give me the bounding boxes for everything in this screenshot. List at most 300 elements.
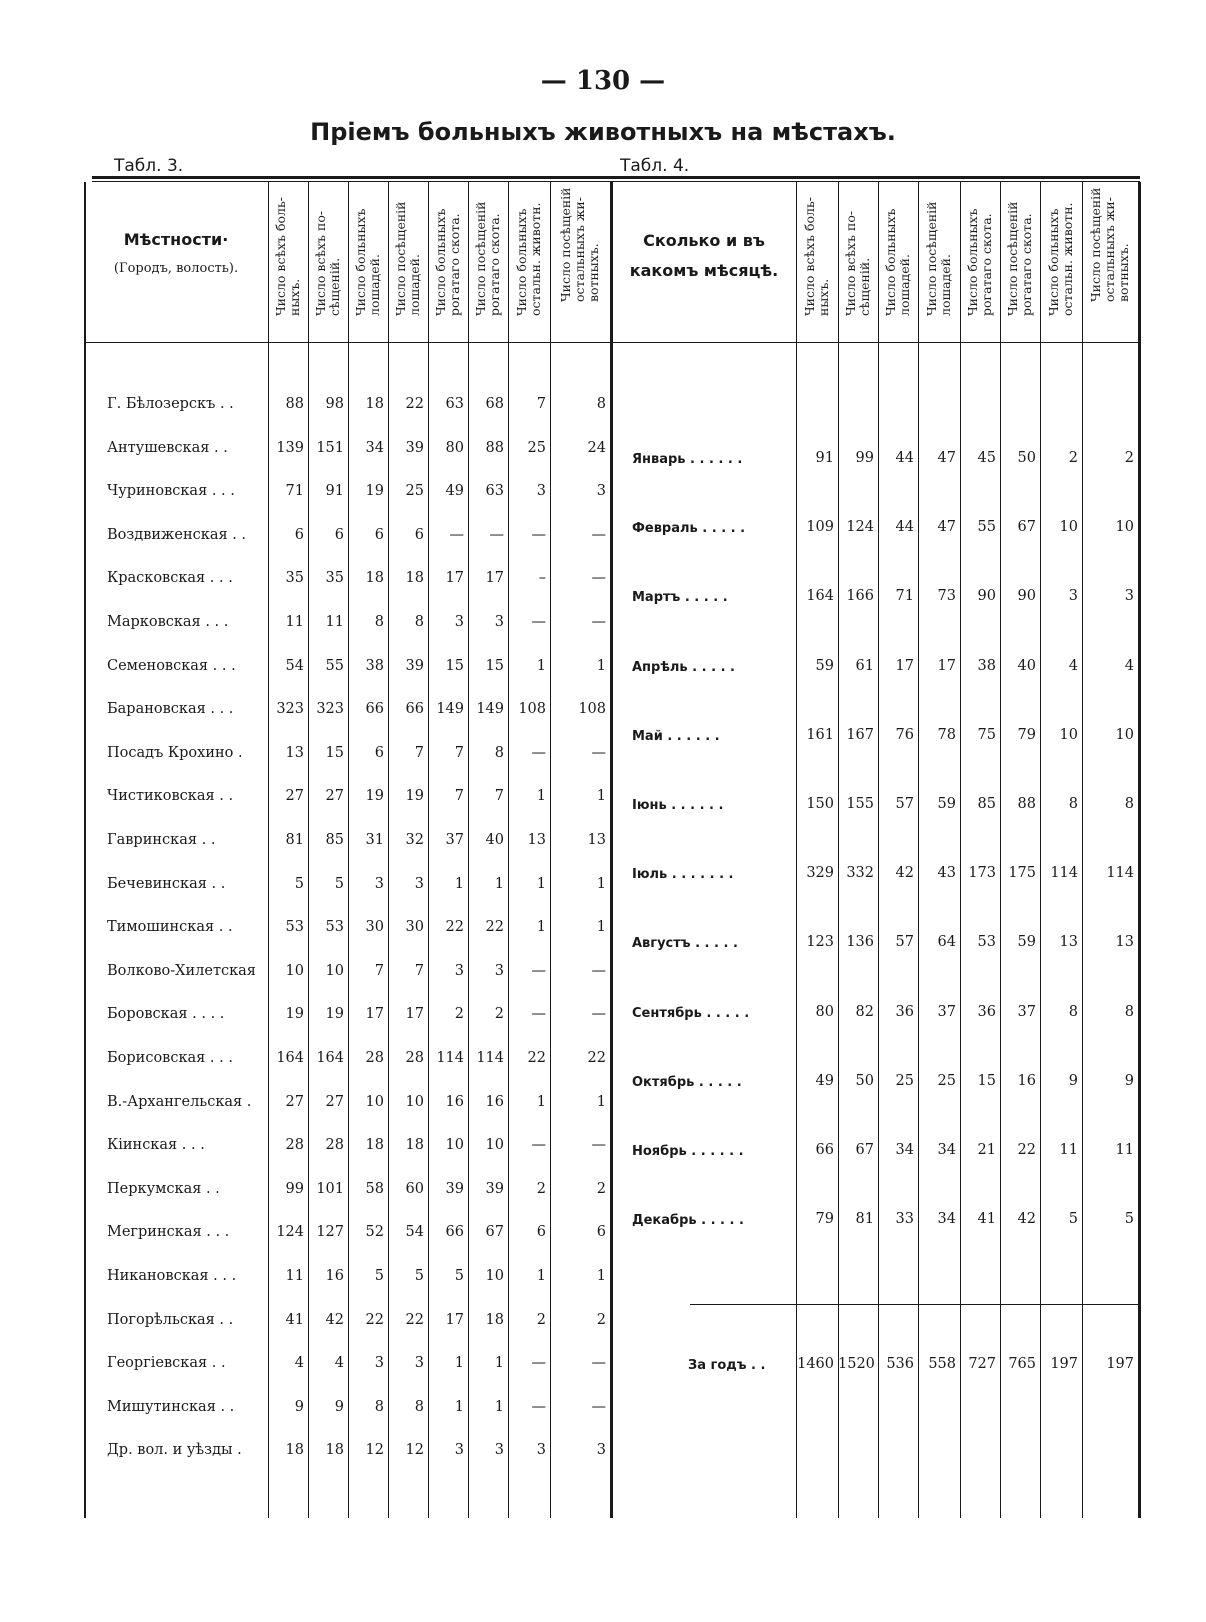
table-cell: 88: [485, 439, 504, 456]
table-cell: 9: [294, 1398, 304, 1415]
table-cell: 57: [895, 934, 914, 951]
table-row: [612, 588, 1142, 618]
table-cell: 54: [405, 1224, 424, 1241]
table-cell: 124: [276, 1224, 304, 1241]
table-cell: 19: [325, 1006, 344, 1023]
table-cell: 88: [1017, 796, 1036, 812]
table-cell: 10: [325, 962, 344, 979]
table-cell: 37: [937, 1003, 956, 1020]
table-cell: —: [591, 1398, 606, 1415]
table-cell: 54: [285, 657, 304, 674]
table-cell: 1: [596, 919, 606, 936]
month-name: Сентябрь . . . . .: [632, 1005, 750, 1021]
table-row: [0, 527, 610, 557]
table-cell: 53: [285, 919, 304, 936]
table-cell: 9: [1124, 1072, 1134, 1089]
table-cell: 57: [895, 796, 914, 812]
table-cell: 1: [536, 1093, 546, 1110]
table4-column-header: [1000, 184, 1040, 344]
table-row: [0, 1006, 610, 1036]
table-cell: 15: [445, 657, 464, 674]
table-cell: 3: [1124, 588, 1134, 605]
total-cell: 1520: [838, 1356, 875, 1372]
table-row: [0, 658, 610, 688]
table-cell: 166: [846, 588, 874, 605]
table-cell: 1: [536, 788, 546, 805]
table-cell: 1: [596, 788, 606, 805]
table-cell: 55: [977, 519, 996, 536]
table4-column-header: [960, 184, 1000, 344]
table-cell: 17: [445, 570, 464, 587]
table-cell: 3: [454, 1442, 464, 1459]
table-cell: 10: [485, 1137, 504, 1154]
table-row: [612, 1142, 1142, 1172]
table-cell: 33: [895, 1211, 914, 1228]
table-cell: —: [531, 744, 546, 761]
table-cell: 28: [405, 1050, 424, 1066]
table-row: [0, 483, 610, 513]
table-cell: 34: [895, 1142, 914, 1158]
table-cell: 3: [536, 1442, 546, 1459]
table-cell: 18: [405, 570, 424, 587]
table-cell: 1: [494, 1355, 504, 1372]
table-cell: 164: [316, 1050, 344, 1066]
table-cell: 8: [374, 614, 384, 630]
month-name: Февраль . . . . .: [632, 521, 746, 537]
locality-name: Воздвиженская . .: [107, 526, 247, 543]
table-cell: 109: [806, 519, 834, 536]
table3-column-header: [348, 184, 388, 344]
table-cell: —: [591, 570, 606, 587]
table-cell: 85: [977, 796, 996, 812]
table-cell: 30: [365, 919, 384, 936]
table-cell: 3: [536, 483, 546, 500]
table-cell: 22: [445, 919, 464, 936]
table-cell: 1: [454, 875, 464, 892]
table-cell: 45: [977, 450, 996, 466]
table-cell: 27: [285, 1093, 304, 1110]
locality-name: Георгіевская . .: [107, 1355, 226, 1372]
table-cell: 9: [334, 1398, 344, 1415]
table-cell: 149: [436, 701, 464, 718]
table-cell: 3: [596, 483, 606, 500]
table-cell: —: [591, 614, 606, 630]
table-cell: —: [531, 526, 546, 543]
table-row: [0, 1312, 610, 1342]
locality-name: Семеновская . . .: [107, 657, 236, 674]
table-cell: 6: [294, 526, 304, 543]
table-cell: 7: [494, 788, 504, 805]
table-cell: 8: [414, 614, 424, 630]
table-cell: 98: [325, 396, 344, 412]
table4-header-name: Сколько и въ какомъ мѣсяцѣ.: [629, 231, 779, 280]
table-cell: 66: [815, 1142, 834, 1158]
table-cell: 25: [937, 1072, 956, 1089]
table-cell: 66: [405, 701, 424, 718]
column-header-text: Число посѣщеній рогатаго скота.: [1005, 201, 1034, 316]
locality-name: Волково-Хилетская: [107, 962, 256, 979]
table-cell: 71: [895, 588, 914, 605]
table-cell: 7: [536, 396, 546, 412]
table-row: [612, 1004, 1142, 1034]
table-cell: 8: [414, 1398, 424, 1415]
column-header-text: Число больныхъ остальн. животн.: [514, 202, 543, 316]
table-cell: 22: [587, 1050, 606, 1066]
table3-label: Табл. 3.: [114, 156, 184, 176]
table-cell: —: [591, 526, 606, 543]
table-cell: 8: [596, 396, 606, 412]
table-cell: 71: [285, 483, 304, 500]
table-cell: 3: [494, 1442, 504, 1459]
table-cell: 16: [445, 1093, 464, 1110]
table-cell: 40: [485, 832, 504, 848]
month-name: Январь . . . . . .: [632, 452, 743, 467]
table-row: [0, 919, 610, 949]
table-cell: 149: [476, 701, 504, 718]
table-cell: 30: [405, 919, 424, 936]
column-header-text: Число больныхъ остальн. животн.: [1046, 202, 1075, 316]
table-cell: 13: [1059, 934, 1078, 951]
table-cell: 79: [1017, 726, 1036, 743]
table-cell: 11: [285, 614, 304, 630]
table-cell: 4: [1068, 657, 1078, 674]
locality-name: Никановская . . .: [107, 1268, 237, 1284]
table-cell: 25: [895, 1072, 914, 1089]
locality-name: Перкумская . .: [107, 1180, 220, 1197]
locality-name: Г. Бѣлозерскъ . .: [107, 396, 234, 412]
total-cell: 765: [1008, 1356, 1036, 1372]
table-cell: 67: [1017, 519, 1036, 536]
table4-label: Табл. 4.: [620, 156, 690, 176]
table3-column-header: [508, 184, 550, 344]
table4-right-border: [1138, 182, 1141, 1518]
table-cell: 6: [374, 526, 384, 543]
table-cell: 15: [325, 744, 344, 761]
table-cell: 17: [485, 570, 504, 587]
table-cell: 2: [1068, 450, 1078, 466]
table-cell: 332: [846, 865, 874, 882]
total-cell: 536: [886, 1356, 914, 1372]
table-cell: 10: [1115, 519, 1134, 536]
table-cell: 75: [977, 726, 996, 743]
table-cell: 164: [276, 1050, 304, 1066]
column-header-text: Число больныхъ лошадей.: [353, 208, 382, 316]
table-cell: 63: [445, 396, 464, 412]
table-cell: 11: [285, 1268, 304, 1284]
table-cell: —: [531, 1398, 546, 1415]
table-cell: 2: [536, 1180, 546, 1197]
table-cell: —: [591, 1137, 606, 1154]
table-cell: 19: [405, 788, 424, 805]
table4-column-header: [1040, 184, 1082, 344]
column-header-text: Число всѣхъ по- сѣщеній.: [313, 210, 342, 316]
table4-column-header: [1082, 184, 1138, 344]
table-cell: 42: [1017, 1211, 1036, 1228]
table-cell: 7: [374, 962, 384, 979]
table-cell: 42: [895, 865, 914, 882]
locality-name: Кіинская . . .: [107, 1137, 205, 1154]
table-cell: 18: [365, 570, 384, 587]
table-cell: 8: [374, 1398, 384, 1415]
table4-column-rule: [960, 182, 961, 1518]
month-name: Ноябрь . . . . . .: [632, 1144, 744, 1159]
locality-name: Мегринская . . .: [107, 1224, 230, 1241]
table3-column-header: [308, 184, 348, 344]
table-cell: 6: [374, 744, 384, 761]
table4-column-rule: [878, 182, 879, 1518]
table-row: [0, 440, 610, 470]
table-cell: 2: [596, 1180, 606, 1197]
table-cell: 101: [316, 1180, 344, 1197]
table-cell: 3: [454, 614, 464, 630]
table-cell: 43: [937, 865, 956, 882]
table4-column-header: [838, 184, 878, 344]
table-cell: 329: [806, 865, 834, 882]
table-cell: 13: [527, 832, 546, 848]
table3-column-header: [468, 184, 508, 344]
table-cell: 37: [445, 832, 464, 848]
table-cell: 161: [806, 726, 834, 743]
column-header-text: Число больныхъ рогатаго скота.: [965, 208, 994, 316]
table-cell: 1: [494, 875, 504, 892]
table-cell: 1: [494, 1398, 504, 1415]
table-cell: 18: [325, 1442, 344, 1459]
table4-column-rule: [1000, 182, 1001, 1518]
table-cell: 59: [937, 796, 956, 812]
table-cell: 16: [485, 1093, 504, 1110]
table-cell: 10: [1115, 726, 1134, 743]
table-cell: 114: [1050, 865, 1078, 882]
table-cell: 16: [1017, 1072, 1036, 1089]
table-cell: 15: [977, 1072, 996, 1089]
table-cell: 35: [285, 570, 304, 587]
table-cell: 19: [285, 1006, 304, 1023]
table-cell: 52: [365, 1224, 384, 1241]
table-cell: 2: [536, 1311, 546, 1328]
table-cell: 67: [485, 1224, 504, 1241]
table-cell: 99: [285, 1180, 304, 1197]
table-cell: 80: [445, 439, 464, 456]
table-cell: —: [489, 526, 504, 543]
table-cell: 49: [815, 1072, 834, 1089]
locality-name: Бечевинская . .: [107, 875, 226, 892]
table-cell: 63: [485, 483, 504, 500]
table-cell: 5: [294, 875, 304, 892]
column-header-text: Число посѣщеній лошадей.: [924, 201, 953, 316]
table-cell: 2: [596, 1311, 606, 1328]
table-cell: 99: [855, 450, 874, 466]
table-cell: 3: [374, 1355, 384, 1372]
table-cell: 13: [285, 744, 304, 761]
table-cell: 1: [536, 875, 546, 892]
table-cell: 35: [325, 570, 344, 587]
top-rule: [92, 176, 1140, 179]
table-cell: 47: [937, 519, 956, 536]
table-cell: 22: [365, 1311, 384, 1328]
table-cell: 58: [365, 1180, 384, 1197]
total-cell: 558: [928, 1356, 956, 1372]
table-cell: 114: [1106, 865, 1134, 882]
total-cell: 727: [968, 1356, 996, 1372]
table-cell: 19: [365, 483, 384, 500]
table-cell: 11: [1059, 1142, 1078, 1158]
table-cell: 76: [895, 726, 914, 743]
table-cell: 24: [587, 439, 606, 456]
table-cell: 27: [325, 788, 344, 805]
table-cell: 40: [1017, 657, 1036, 674]
table-cell: 1: [536, 919, 546, 936]
table-cell: 136: [846, 934, 874, 951]
table3-header-name: Мѣстности·: [123, 230, 229, 249]
table-cell: 175: [1008, 865, 1036, 882]
table-cell: 17: [445, 1311, 464, 1328]
table-row: [0, 963, 610, 993]
table-cell: 7: [454, 744, 464, 761]
table-cell: 21: [977, 1142, 996, 1158]
table-cell: 91: [325, 483, 344, 500]
total-cell: 197: [1106, 1356, 1134, 1372]
table-cell: 11: [1115, 1142, 1134, 1158]
total-cell: 197: [1050, 1356, 1078, 1372]
table-cell: 9: [1068, 1072, 1078, 1089]
table-cell: 44: [895, 450, 914, 466]
table-cell: 5: [414, 1268, 424, 1284]
table4-total-rule: [690, 1304, 1138, 1305]
table-row: [0, 570, 610, 600]
table-cell: 73: [937, 588, 956, 605]
table-cell: 27: [325, 1093, 344, 1110]
table4-column-rule: [1040, 182, 1041, 1518]
table-cell: 10: [1059, 519, 1078, 536]
top-rule-thin: [92, 181, 1140, 182]
table-cell: 10: [1059, 726, 1078, 743]
table-cell: 139: [276, 439, 304, 456]
table-row: [612, 1073, 1142, 1103]
table-cell: 31: [365, 832, 384, 848]
table-cell: 17: [365, 1006, 384, 1023]
table-cell: 60: [405, 1180, 424, 1197]
locality-name: Красковская . . .: [107, 570, 233, 587]
page-title: Пріемъ больныхъ животныхъ на мѣстахъ.: [310, 118, 896, 146]
table-row: [0, 1181, 610, 1211]
table-cell: 19: [365, 788, 384, 805]
table-cell: 18: [365, 1137, 384, 1154]
table-cell: 3: [414, 1355, 424, 1372]
table3-column-header: [268, 184, 308, 344]
table-cell: 80: [815, 1003, 834, 1020]
table-cell: 4: [1124, 657, 1134, 674]
table-cell: —: [591, 962, 606, 979]
table-cell: 36: [895, 1003, 914, 1020]
table-cell: 5: [454, 1268, 464, 1284]
table-cell: 150: [806, 796, 834, 812]
table-cell: 7: [414, 962, 424, 979]
table-divider: [610, 182, 613, 1518]
table-row: [0, 1355, 610, 1385]
table-cell: 61: [855, 657, 874, 674]
page-number: — 130 —: [540, 66, 666, 96]
table4-column-header: [796, 184, 838, 344]
table-cell: 1: [596, 875, 606, 892]
table-cell: 66: [445, 1224, 464, 1241]
table-cell: 16: [325, 1268, 344, 1284]
table-cell: 81: [855, 1211, 874, 1228]
table-cell: 28: [285, 1137, 304, 1154]
column-header-text: Число посѣщеній рогатаго скота.: [473, 201, 502, 316]
table4-column-rule: [838, 182, 839, 1518]
table-row: [0, 745, 610, 775]
table-cell: 91: [815, 450, 834, 466]
column-header-text: Число посѣщеній остальныхъ жи- вотныхъ.: [1088, 187, 1131, 302]
table3-column-header: [388, 184, 428, 344]
table-cell: 25: [405, 483, 424, 500]
table-cell: 78: [937, 726, 956, 743]
table-row: [0, 1050, 610, 1080]
table-cell: 22: [485, 919, 504, 936]
total-row: [612, 1356, 1142, 1386]
table-cell: 13: [1115, 934, 1134, 951]
table-cell: 36: [977, 1003, 996, 1020]
table3-column-header: [550, 184, 610, 344]
table-cell: 47: [937, 450, 956, 466]
table-cell: 2: [454, 1006, 464, 1023]
table-cell: 155: [846, 796, 874, 812]
table-cell: 41: [977, 1211, 996, 1228]
table-cell: —: [591, 1355, 606, 1372]
table-row: [612, 450, 1142, 480]
month-name: Май . . . . . .: [632, 728, 720, 744]
month-name: Мартъ . . . . .: [632, 590, 728, 606]
table-row: [612, 865, 1142, 895]
locality-name: Погорѣльская . .: [107, 1311, 234, 1328]
table-cell: 114: [476, 1050, 504, 1066]
locality-name: Мишутинская . .: [107, 1398, 235, 1415]
table-row: [0, 832, 610, 862]
column-header-text: Число посѣщеній лошадей.: [393, 201, 422, 316]
table-cell: —: [531, 1006, 546, 1023]
table-cell: 323: [316, 701, 344, 718]
table-cell: 1: [454, 1355, 464, 1372]
table-cell: 3: [596, 1442, 606, 1459]
table-cell: 1: [596, 1093, 606, 1110]
table-cell: 7: [454, 788, 464, 805]
table-cell: 68: [485, 396, 504, 412]
table-cell: 10: [365, 1093, 384, 1110]
table-row: [612, 519, 1142, 549]
table-cell: 6: [536, 1224, 546, 1241]
locality-name: Марковская . . .: [107, 614, 229, 630]
month-name: Іюнь . . . . . .: [632, 798, 724, 813]
table-cell: 8: [1124, 796, 1134, 812]
locality-name: Гавринская . .: [107, 832, 216, 848]
locality-name: Чуриновская . . .: [107, 483, 235, 500]
table-cell: 28: [325, 1137, 344, 1154]
table-row: [0, 701, 610, 731]
table-cell: 18: [485, 1311, 504, 1328]
table-cell: 17: [405, 1006, 424, 1023]
table-cell: 90: [977, 588, 996, 605]
locality-name: Антушевская . .: [107, 439, 228, 456]
month-name: Декабрь . . . . .: [632, 1213, 744, 1229]
table-cell: 22: [405, 396, 424, 412]
table-cell: 85: [325, 832, 344, 848]
table-cell: 44: [895, 519, 914, 536]
table-cell: 50: [1017, 450, 1036, 466]
table-cell: —: [591, 744, 606, 761]
locality-name: Посадъ Крохино .: [107, 744, 243, 761]
table-cell: 38: [977, 657, 996, 674]
table-cell: 15: [485, 657, 504, 674]
